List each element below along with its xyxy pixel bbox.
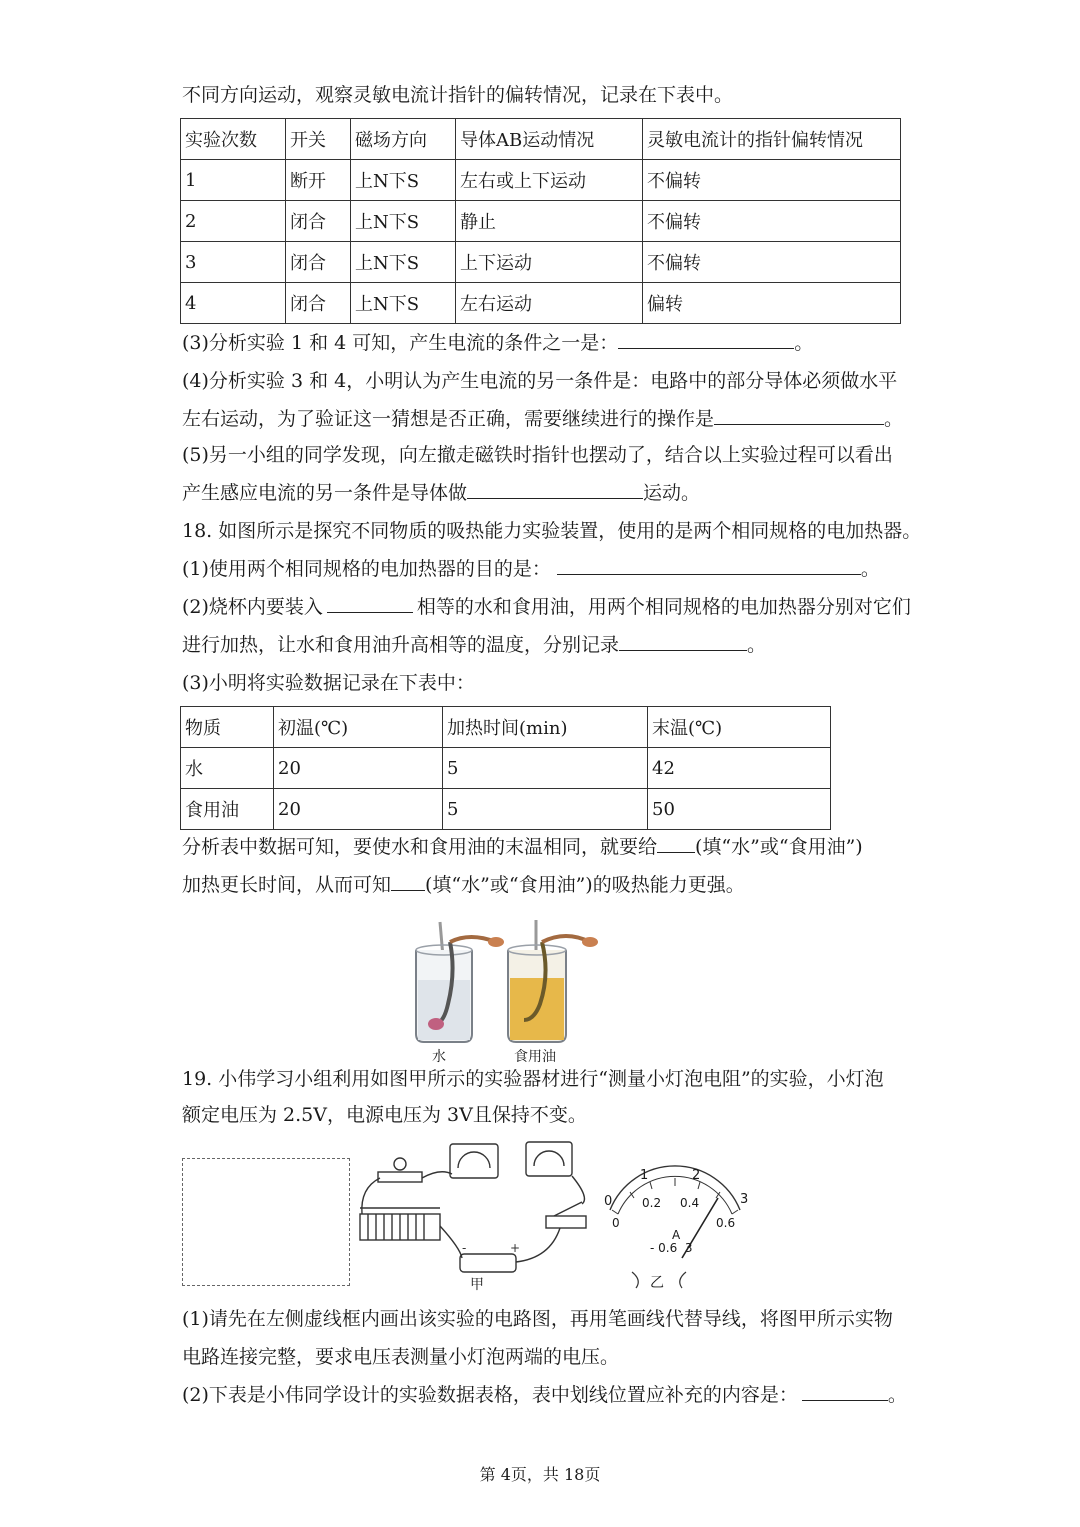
table-cell: 左右运动	[456, 283, 643, 324]
table-cell: 上N下S	[351, 201, 456, 242]
table-cell: 20	[274, 748, 443, 789]
header-cell: 灵敏电流计的指针偏转情况	[643, 119, 901, 160]
table-cell: 不偏转	[643, 160, 901, 201]
svg-text:+: +	[510, 1241, 521, 1255]
q18-part1-text: (1)使用两个相同规格的电加热器的目的是：	[182, 558, 551, 580]
q18-analysis-text: 加热更长时间，从而可知	[182, 874, 392, 896]
q17-part5-tail: 运动。	[643, 482, 701, 504]
meter-bottom-tick-1: 0.2	[642, 1196, 662, 1210]
meter-bottom-tick-0: 0	[612, 1216, 620, 1230]
meter-top-tick-0: 0	[604, 1194, 613, 1209]
q18-part2-line2	[182, 632, 766, 658]
table-cell: 5	[443, 789, 648, 830]
end-mark: 。	[884, 408, 904, 430]
table-row	[181, 789, 831, 830]
table-cell: 1	[181, 160, 286, 201]
table-cell: 闭合	[286, 201, 351, 242]
q17-part5-line1: (5)另一小组的同学发现，向左撤走磁铁时指针也摆动了，结合以上实验过程可以看出	[182, 444, 893, 466]
answer-blank[interactable]	[802, 1382, 888, 1401]
q18-part3: (3)小明将实验数据记录在下表中：	[182, 672, 475, 694]
q18-analysis-text: 分析表中数据可知，要使水和食用油的末温相同，就要给	[182, 836, 658, 858]
heating-data-table	[180, 706, 831, 830]
table-cell: 3	[181, 242, 286, 283]
svg-text:-: -	[462, 1241, 467, 1255]
answer-blank[interactable]	[327, 594, 413, 613]
end-mark: 。	[794, 332, 814, 354]
table-cell: 偏转	[643, 283, 901, 324]
q18-part2-text: 进行加热，让水和食用油升高相等的温度，分别记录	[182, 634, 620, 656]
header-cell: 导体AB运动情况	[456, 119, 643, 160]
table-cell: 20	[274, 789, 443, 830]
table-cell: 不偏转	[643, 201, 901, 242]
header-cell: 加热时间(min)	[443, 707, 648, 748]
answer-blank[interactable]	[619, 632, 747, 651]
table-cell: 50	[648, 789, 831, 830]
q19-line2: 额定电压为 2.5V，电源电压为 3V且保持不变。	[182, 1104, 587, 1126]
table-cell: 5	[443, 748, 648, 789]
figure-jia-label: 甲	[470, 1277, 484, 1293]
oil-label: 食用油	[514, 1049, 556, 1065]
table-row	[181, 242, 901, 283]
q17-part5-line2	[182, 480, 700, 506]
intro-line: 不同方向运动，观察灵敏电流计指针的偏转情况，记录在下表中。	[182, 84, 734, 106]
table-cell: 水	[181, 748, 274, 789]
q19-part1-line2: 电路连接完整，要求电压表测量小灯泡两端的电压。	[182, 1346, 620, 1368]
meter-bottom-tick-3: 0.6	[716, 1216, 736, 1230]
water-beaker	[416, 922, 504, 1042]
meter-top-tick-2: 2	[692, 1168, 701, 1183]
meter-bottom-tick-2: 0.4	[680, 1196, 700, 1210]
table-cell: 左右或上下运动	[456, 160, 643, 201]
q18-part2-line1	[182, 594, 911, 620]
q18-analysis-hint: (填“水”或“食用油”)的吸热能力更强。	[425, 874, 745, 896]
circuit-drawing-box[interactable]	[182, 1158, 350, 1286]
table-cell: 上下运动	[456, 242, 643, 283]
q19-part2-text: (2)下表是小伟同学设计的实验数据表格，表中划线位置应补充的内容是：	[182, 1384, 798, 1406]
table-cell: 断开	[286, 160, 351, 201]
q19-part1-line1: (1)请先在左侧虚线框内画出该实验的电路图，再用笔画线代替导线，将图甲所示实物	[182, 1308, 893, 1330]
table-header-row	[181, 119, 901, 160]
answer-blank[interactable]	[391, 872, 425, 891]
table-cell: 闭合	[286, 283, 351, 324]
table-cell: 4	[181, 283, 286, 324]
q17-part5-text: 产生感应电流的另一条件是导体做	[182, 482, 468, 504]
end-mark: 。	[860, 558, 880, 580]
figure-yi-label: 乙	[650, 1275, 664, 1291]
water-label: 水	[432, 1049, 446, 1065]
answer-blank[interactable]	[657, 834, 695, 853]
meter-unit: A	[672, 1228, 681, 1242]
q18-analysis-line2	[182, 872, 745, 898]
table-cell: 不偏转	[643, 242, 901, 283]
meter-terminals: - 0.6 3	[650, 1241, 693, 1255]
header-cell: 初温(℃)	[274, 707, 443, 748]
header-cell: 磁场方向	[351, 119, 456, 160]
header-cell: 实验次数	[181, 119, 286, 160]
q18-title: 18. 如图所示是探究不同物质的吸热能力实验装置，使用的是两个相同规格的电加热器。	[182, 520, 922, 542]
header-cell: 末温(℃)	[648, 707, 831, 748]
q17-part4-line2	[182, 406, 903, 432]
meter-top-tick-1: 1	[640, 1168, 649, 1183]
q19-part2	[182, 1382, 907, 1408]
q19-line1: 19. 小伟学习小组利用如图甲所示的实验器材进行“测量小灯泡电阻”的实验，小灯泡	[182, 1068, 884, 1090]
q18-part2-tail: 相等的水和食用油，用两个相同规格的电加热器分别对它们	[416, 596, 911, 618]
q17-part3	[182, 330, 813, 356]
q18-analysis-hint: (填“水”或“食用油”)	[695, 836, 863, 858]
table-cell: 上N下S	[351, 283, 456, 324]
end-mark: 。	[747, 634, 767, 656]
meter-top-tick-3: 3	[740, 1192, 749, 1207]
table-cell: 2	[181, 201, 286, 242]
q18-analysis-line1	[182, 834, 863, 860]
q17-part3-text: (3)分析实验 1 和 4 可知，产生电流的条件之一是：	[182, 332, 619, 354]
table-row	[181, 160, 901, 201]
q17-part4-text: 左右运动，为了验证这一猜想是否正确，需要继续进行的操作是	[182, 408, 715, 430]
induction-experiment-table	[180, 118, 901, 324]
beakers-figure	[400, 912, 620, 1066]
answer-blank[interactable]	[714, 406, 884, 425]
table-row	[181, 201, 901, 242]
answer-blank[interactable]	[618, 330, 794, 349]
table-cell: 上N下S	[351, 160, 456, 201]
q18-part1	[182, 556, 880, 582]
table-header-row	[181, 707, 831, 748]
table-cell: 上N下S	[351, 242, 456, 283]
end-mark: 。	[887, 1384, 907, 1406]
table-cell: 闭合	[286, 242, 351, 283]
page-footer: 第 4页，共 18页	[479, 1465, 601, 1484]
table-cell: 42	[648, 748, 831, 789]
header-cell: 开关	[286, 119, 351, 160]
answer-blank[interactable]	[467, 480, 643, 499]
q18-part2-text: (2)烧杯内要装入	[182, 596, 323, 618]
table-cell: 食用油	[181, 789, 274, 830]
table-row	[181, 283, 901, 324]
q17-part4-line1: (4)分析实验 3 和 4，小明认为产生电流的另一条件是：电路中的部分导体必须做水平	[182, 370, 898, 392]
header-cell: 物质	[181, 707, 274, 748]
table-cell: 静止	[456, 201, 643, 242]
oil-beaker	[508, 920, 598, 1042]
answer-blank[interactable]	[557, 556, 861, 575]
table-row	[181, 748, 831, 789]
circuit-apparatus-figure	[350, 1138, 600, 1288]
